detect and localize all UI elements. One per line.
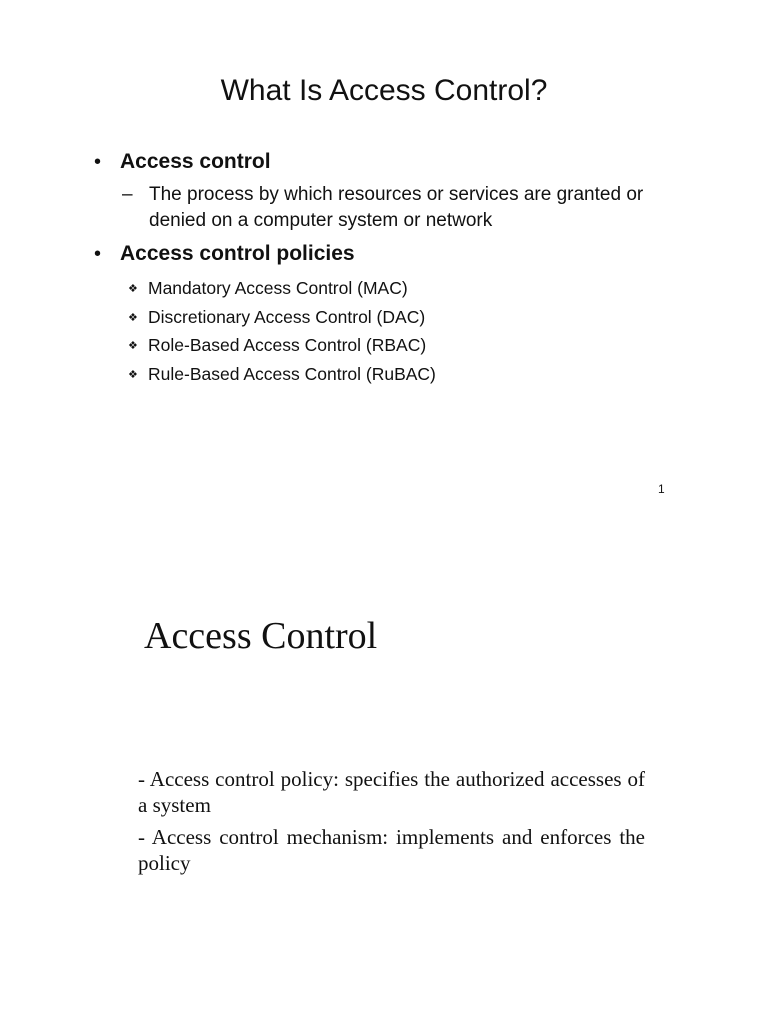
- bullet-dot: •: [94, 151, 102, 173]
- bullet-access-control: [94, 150, 271, 174]
- list-item-label: Rule-Based Access Control (RuBAC): [148, 363, 436, 384]
- slide-title: What Is Access Control?: [220, 74, 548, 107]
- bullet-label: Access control: [120, 150, 271, 173]
- paragraph-mechanism: - Access control mechanism: implements and enforces the policy: [138, 825, 645, 875]
- definition-text: The process by which resources or services are granted or denied on a computer system or network: [149, 184, 644, 231]
- diamond-bullet-icon: ❖: [128, 282, 138, 295]
- section-title: Access Control: [144, 615, 378, 657]
- list-item-label: Discretionary Access Control (DAC): [148, 306, 426, 327]
- policy-list: [128, 274, 436, 389]
- list-item: [128, 360, 436, 389]
- dash-marker: –: [122, 184, 133, 205]
- list-item-label: Mandatory Access Control (MAC): [148, 277, 408, 298]
- bullet-label: Access control policies: [120, 242, 355, 265]
- list-item: [128, 274, 436, 303]
- diamond-bullet-icon: ❖: [128, 340, 138, 353]
- bullet-access-control-policies: [94, 242, 355, 266]
- list-item: [128, 331, 436, 360]
- bullet-dot: •: [94, 243, 102, 265]
- list-item: [128, 303, 436, 332]
- page-number: 1: [658, 482, 665, 496]
- diamond-bullet-icon: ❖: [128, 368, 138, 381]
- diamond-bullet-icon: ❖: [128, 311, 138, 324]
- paragraph-policy: - Access control policy: specifies the authorized accesses of a system: [138, 767, 645, 817]
- sub-bullet-definition: [122, 182, 682, 234]
- list-item-label: Role-Based Access Control (RBAC): [148, 335, 427, 356]
